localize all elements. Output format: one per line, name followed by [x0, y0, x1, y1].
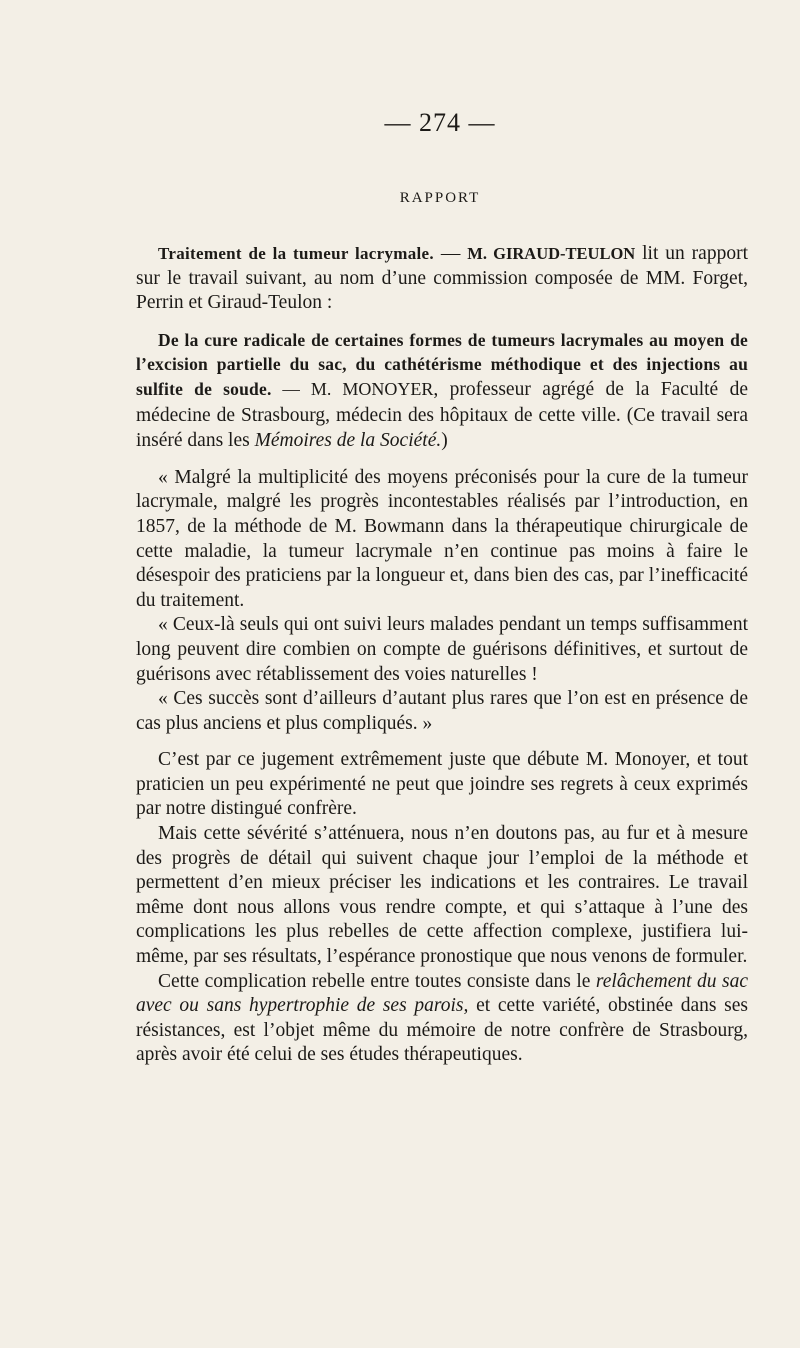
- intro-text: lit un rapport sur le travail suivant, au nom d’une commission composée de MM. Forget, Perrin et Giraud-Teulon :: [136, 243, 748, 314]
- quote-paragraph-1: « Malgré la multiplicité des moyens préconisés pour la cure de la tumeur lacrymale, malgré les progrès incontestables réalisés par l’introduction, en 1857, de la méthode de M. Bowmann dans la thérapeutique chirurgicale de cette maladie, la tumeur lacrymale n’en continue pas moins à faire le désespoir des praticiens par la longueur et, dans bien des cas, par l’inefficacité du traitement.: [136, 466, 748, 611]
- work-publication: Mémoires de la Société.: [254, 430, 442, 452]
- page-number: — 274 —: [384, 108, 496, 137]
- section-title: RAPPORT: [399, 190, 481, 206]
- body-paragraph-3-italic: relâchement du sac avec ou sans hypertrophie de ses parois,: [136, 970, 748, 1017]
- work-title-paragraph: [136, 328, 748, 454]
- work-title: De la cure radicale de certaines formes de tumeurs lacrymales au moyen de l’excision partielle du sac, du cathétérisme méthodique et des injections au sulfite de soude.: [136, 329, 748, 399]
- body-paragraph-3: [136, 970, 748, 1068]
- intro-dash: —: [433, 243, 468, 264]
- body-paragraph-1: C’est par ce jugement extrêmement juste que débute M. Monoyer, et tout praticien un peu expérimenté ne peut que joindre ses regrets à ceux exprimés par notre distingué confrère.: [136, 749, 748, 820]
- intro-heading: Traitement de la tumeur lacrymale.: [158, 244, 434, 263]
- body-paragraph-2: Mais cette sévérité s’atténuera, nous n’en doutons pas, au fur et à mesure des progrès de détail qui suivent chaque jour l’emploi de la méthode et permettent d’en mieux préciser les indications et les contraires. Le travail même dont nous allons vous rendre compte, et qui s’attaque à l’une des complications les plus rebelles de cette affection complexe, justifiera lui-même, par ses résultats, l’espérance pronostique que nous venons de formuler.: [136, 823, 748, 968]
- intro-author: M. GIRAUD-TEULON: [467, 244, 636, 263]
- intro-paragraph: [136, 242, 748, 316]
- document-body: [136, 242, 748, 1068]
- body-paragraph-3-text-b: et cette variété, obstinée dans ses résistances, est l’objet même du mémoire de notre confrère de Strasbourg, après avoir été celui de ses études thérapeutiques.: [136, 995, 748, 1066]
- work-description: , professeur agrégé de la Faculté de médecine de Strasbourg, médecin des hôpitaux de cette ville. (Ce travail sera inséré dans les: [136, 378, 748, 452]
- quote-paragraph-3: « Ces succès sont d’ailleurs d’autant plus rares que l’on est en présence de cas plus anciens et plus compliqués. »: [136, 688, 748, 734]
- body-paragraph-3-text-a: Cette complication rebelle entre toutes consiste dans le: [158, 970, 596, 992]
- work-closing: ): [441, 430, 448, 452]
- work-author: M. MONOYER: [310, 378, 434, 399]
- quote-paragraph-2: « Ceux-là seuls qui ont suivi leurs malades pendant un temps suffisamment long peuvent dire combien on compte de guérisons définitives, et surtout de guérisons avec rétablissement des voies naturelles !: [136, 614, 748, 685]
- work-title-dash: —: [271, 378, 311, 399]
